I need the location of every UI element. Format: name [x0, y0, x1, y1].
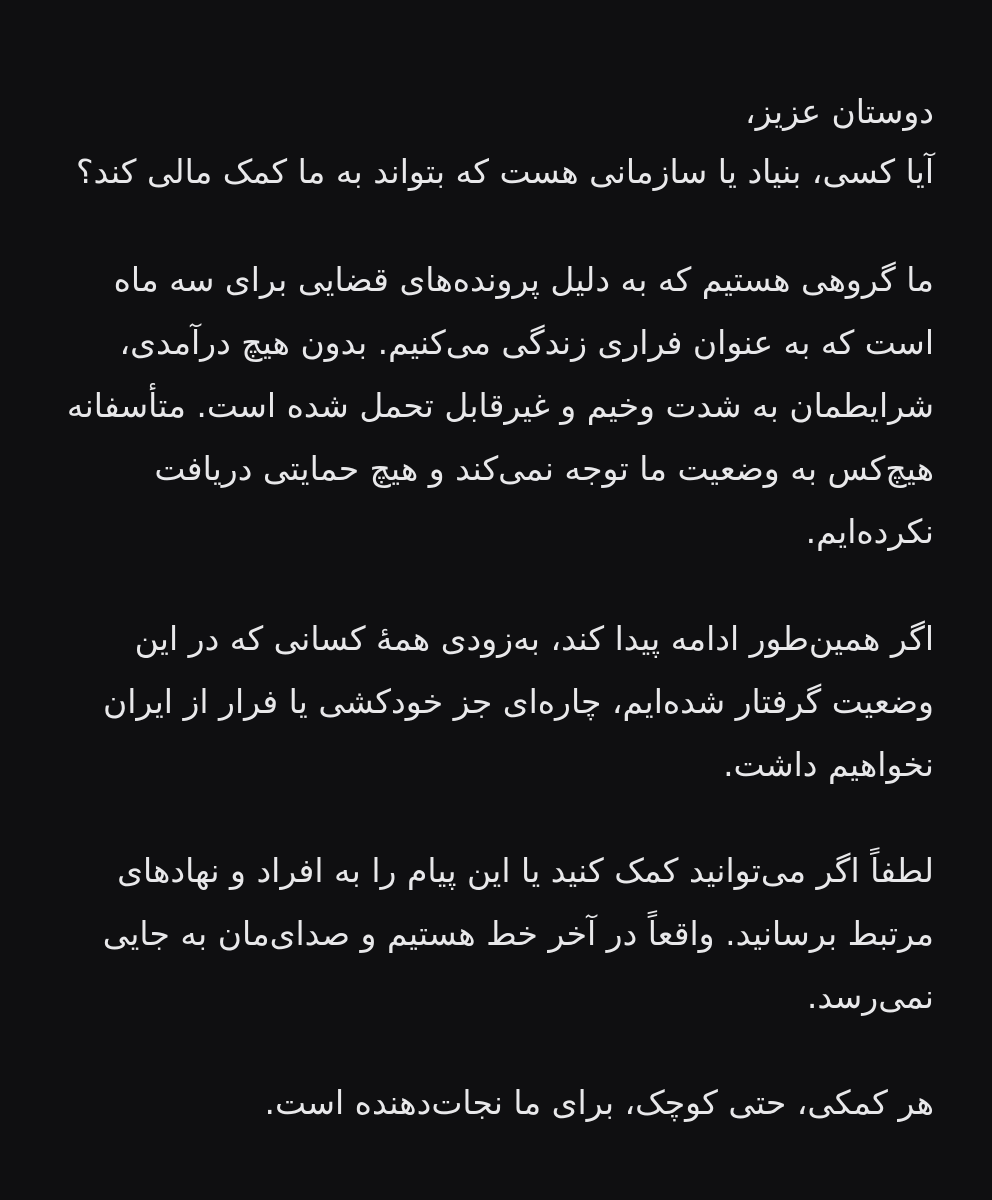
paragraph-2-line-3: نخواهیم داشت.	[723, 745, 934, 784]
paragraph-3-line-1: لطفاً اگر می‌توانید کمک کنید یا این پیام را به افراد و نهادهای	[117, 851, 934, 890]
paragraph-2-line-2: وضعیت گرفتار شده‌ایم، چاره‌ای جز خودکشی یا فرار از ایران	[103, 682, 934, 721]
paragraph-1-line-3: شرایطمان به شدت وخیم و غیرقابل تحمل شده است. متأسفانه	[66, 386, 934, 425]
paragraph-1-line-2: است که به عنوان فراری زندگی می‌کنیم. بدون هیچ درآمدی،	[119, 323, 934, 362]
closing-line: هر کمکی، حتی کوچک، برای ما نجات‌دهنده است.	[264, 1083, 934, 1122]
paragraph-3-line-3: نمی‌رسد.	[806, 977, 934, 1016]
question-line: آیا کسی، بنیاد یا سازمانی هست که بتواند به ما کمک مالی کند؟	[76, 152, 934, 191]
paragraph-1-line-5: نکرده‌ایم.	[805, 512, 934, 551]
paragraph-2-line-1: اگر همین‌طور ادامه پیدا کند، به‌زودی همهٔ کسانی که در این	[134, 619, 934, 658]
paragraph-3-line-2: مرتبط برسانید. واقعاً در آخر خط هستیم و صدای‌مان به جایی	[102, 914, 934, 953]
paragraph-1-line-1: ما گروهی هستیم که به دلیل پرونده‌های قضایی برای سه ماه	[113, 260, 934, 299]
paragraph-1-line-4: هیچ‌کس به وضعیت ما توجه نمی‌کند و هیچ حمایتی دریافت	[154, 449, 934, 488]
greeting-line: دوستان عزیز،	[745, 92, 934, 131]
